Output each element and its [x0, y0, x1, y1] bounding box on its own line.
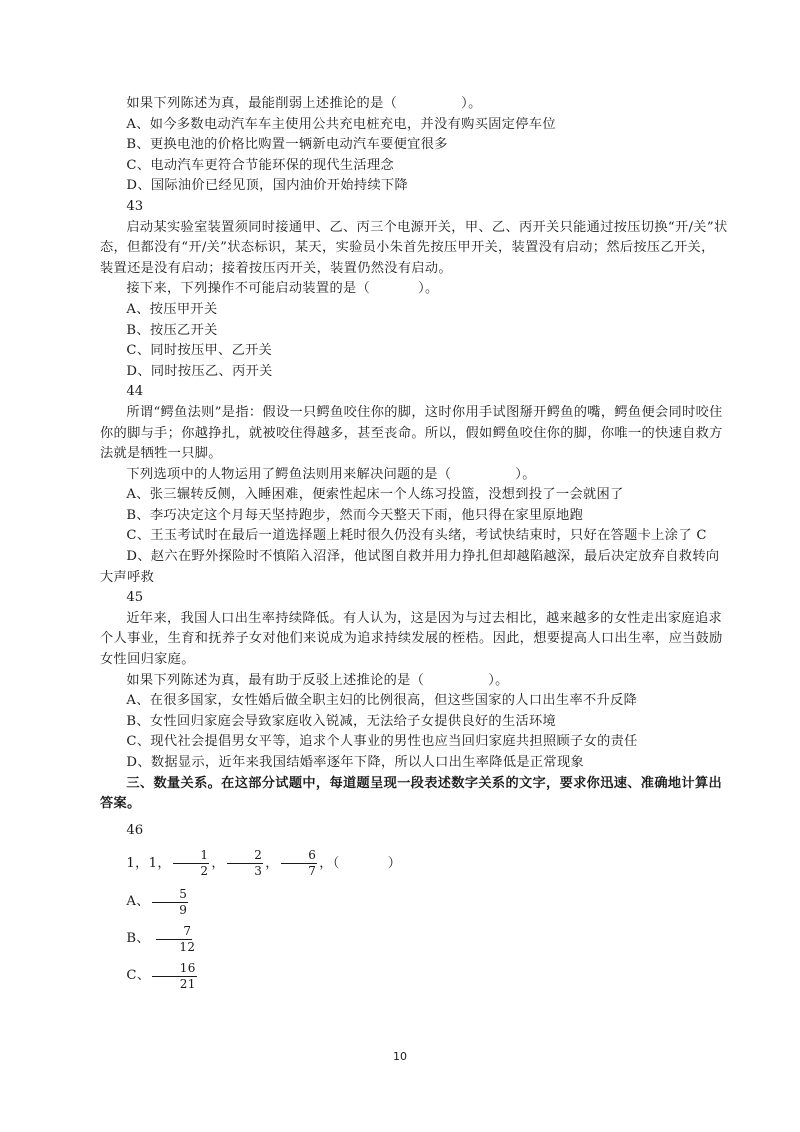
page-number: 10 — [393, 1050, 407, 1063]
q44-option-a: A、张三辗转反侧，入睡困难，便索性起床一个人练习投篮，没想到投了一会就困了 — [126, 487, 624, 503]
separator: ， — [319, 856, 333, 872]
q46-number: 46 — [126, 822, 144, 838]
q43-stem-end: ）。 — [418, 281, 439, 297]
option-label: C、 — [126, 968, 151, 984]
numerator: 6 — [281, 849, 317, 864]
denominator: 2 — [200, 864, 209, 879]
q43-passage: 启动某实验室装置须同时接通甲、乙、丙三个电源开关，甲、乙、丙开关只能通过按压切换“开/关”状态，但都没有“开/关”状态标识，某天，实验员小朱首先按压甲开关，装置没有启动；然后按压乙开关，装置还是没有启动；接着按压丙开关，装置仍然没有启动。 — [100, 219, 728, 276]
option-label: B、 — [126, 931, 150, 947]
q43-option-d: D、同时按压乙、丙开关 — [126, 363, 273, 379]
sequence-prefix: 1，1， — [126, 856, 171, 872]
q46-option-c — [100, 962, 728, 991]
denominator: 9 — [179, 903, 188, 918]
q44-passage: 所谓“鳄鱼法则”是指：假设一只鳄鱼咬住你的脚，这时你用手试图掰开鳄鱼的嘴，鳄鱼便会同时咬住你的脚与手；你越挣扎，就被咬住得越多，甚至丧命。所以，假如鳄鱼咬住你的脚，你唯一的快速自救方法就是牺牲一只脚。 — [100, 404, 723, 462]
denominator: 21 — [179, 977, 196, 992]
fraction — [281, 849, 317, 878]
option-label: A、 — [126, 894, 150, 910]
q46-option-a — [100, 888, 728, 917]
q43-number: 43 — [126, 198, 144, 214]
numerator: 7 — [156, 925, 192, 940]
section-heading: 三、数量关系。在这部分试题中，每道题呈现一段表述数字关系的文字，要求你迅速、准确地计算出答案。 — [100, 775, 723, 812]
numerator: 5 — [152, 888, 188, 903]
fraction — [152, 962, 196, 991]
q43-option-c: C、同时按压甲、乙开关 — [126, 343, 273, 359]
q45-stem-end: ）。 — [488, 672, 509, 688]
q43-option-a: A、按压甲开关 — [126, 301, 218, 317]
separator: ， — [265, 856, 279, 872]
q45-stem — [100, 671, 728, 692]
denominator: 12 — [179, 940, 196, 955]
q45-number: 45 — [126, 590, 144, 606]
separator: ， — [211, 856, 225, 872]
page-content — [100, 94, 728, 999]
numerator: 1 — [173, 849, 209, 864]
q42-option-b: B、更换电池的价格比购置一辆新电动汽车要便宜很多 — [126, 137, 448, 153]
sequence-close: ） — [387, 856, 402, 872]
numerator: 2 — [227, 849, 263, 864]
q42-stem-text: 如果下列陈述为真，最能削弱上述推论的是（ — [126, 96, 398, 111]
q46-sequence — [100, 849, 728, 878]
q44-stem-text: 下列选项中的人物运用了鳄鱼法则用来解决问题的是（ — [126, 466, 452, 482]
q45-option-d: D、数据显示，近年来我国结婚率逐年下降，所以人口出生率降低是正常现象 — [126, 755, 585, 770]
q44-number: 44 — [126, 384, 144, 400]
q42-stem-end: ）。 — [461, 96, 482, 111]
sequence-open: （ — [332, 856, 340, 872]
q45-stem-text: 如果下列陈述为真，最有助于反驳上述推论的是（ — [126, 672, 425, 688]
fraction — [152, 888, 188, 917]
q45-option-b: B、女性回归家庭会导致家庭收入锐减，无法给子女提供良好的生活环境 — [126, 713, 557, 729]
fraction — [152, 925, 196, 954]
q45-passage: 近年来，我国人口出生率持续降低。有人认为，这是因为与过去相比，越来越多的女性走出家庭追求个人事业，生育和抚养子女对他们来说成为追求持续发展的桎梏。因此，想要提高人口出生率，应当鼓励女性回归家庭。 — [100, 610, 723, 668]
q43-stem-text: 接下来，下列操作不可能启动装置的是（ — [126, 281, 371, 297]
q44-stem — [100, 465, 728, 486]
q43-option-b: B、按压乙开关 — [126, 322, 218, 338]
q46-option-b — [100, 925, 728, 954]
q44-stem-end: ）。 — [515, 466, 536, 482]
fraction — [227, 849, 263, 878]
q44-option-b: B、李巧决定这个月每天坚持跑步，然而今天整天下雨，他只得在家里原地跑 — [126, 507, 584, 523]
q42-option-a: A、如今多数电动汽车车主使用公共充电桩充电，并没有购买固定停车位 — [126, 116, 556, 132]
numerator: 16 — [152, 962, 196, 977]
denominator: 3 — [254, 864, 263, 879]
fraction — [173, 849, 209, 878]
denominator: 7 — [308, 864, 317, 879]
q42-option-c: C、电动汽车更符合节能环保的现代生活理念 — [126, 157, 395, 173]
q42-stem — [100, 94, 728, 115]
q42-option-d: D、国际油价已经见顶，国内油价开始持续下降 — [126, 178, 409, 194]
q45-option-a: A、在很多国家，女性婚后做全职主妇的比例很高，但这些国家的人口出生率不升反降 — [126, 693, 638, 709]
q43-stem — [100, 279, 728, 300]
q45-option-c: C、现代社会提倡男女平等，追求个人事业的男性也应当回归家庭共担照顾子女的责任 — [126, 734, 638, 750]
q44-option-c: C、王玉考试时在最后一道选择题上耗时很久仍没有头绪，考试快结束时，只好在答题卡上涂了 C — [126, 528, 707, 544]
q44-option-d: D、赵六在野外探险时不慎陷入沼泽，他试图自救并用力挣扎但却越陷越深，最后决定放弃自救转向大声呼救 — [100, 549, 720, 585]
